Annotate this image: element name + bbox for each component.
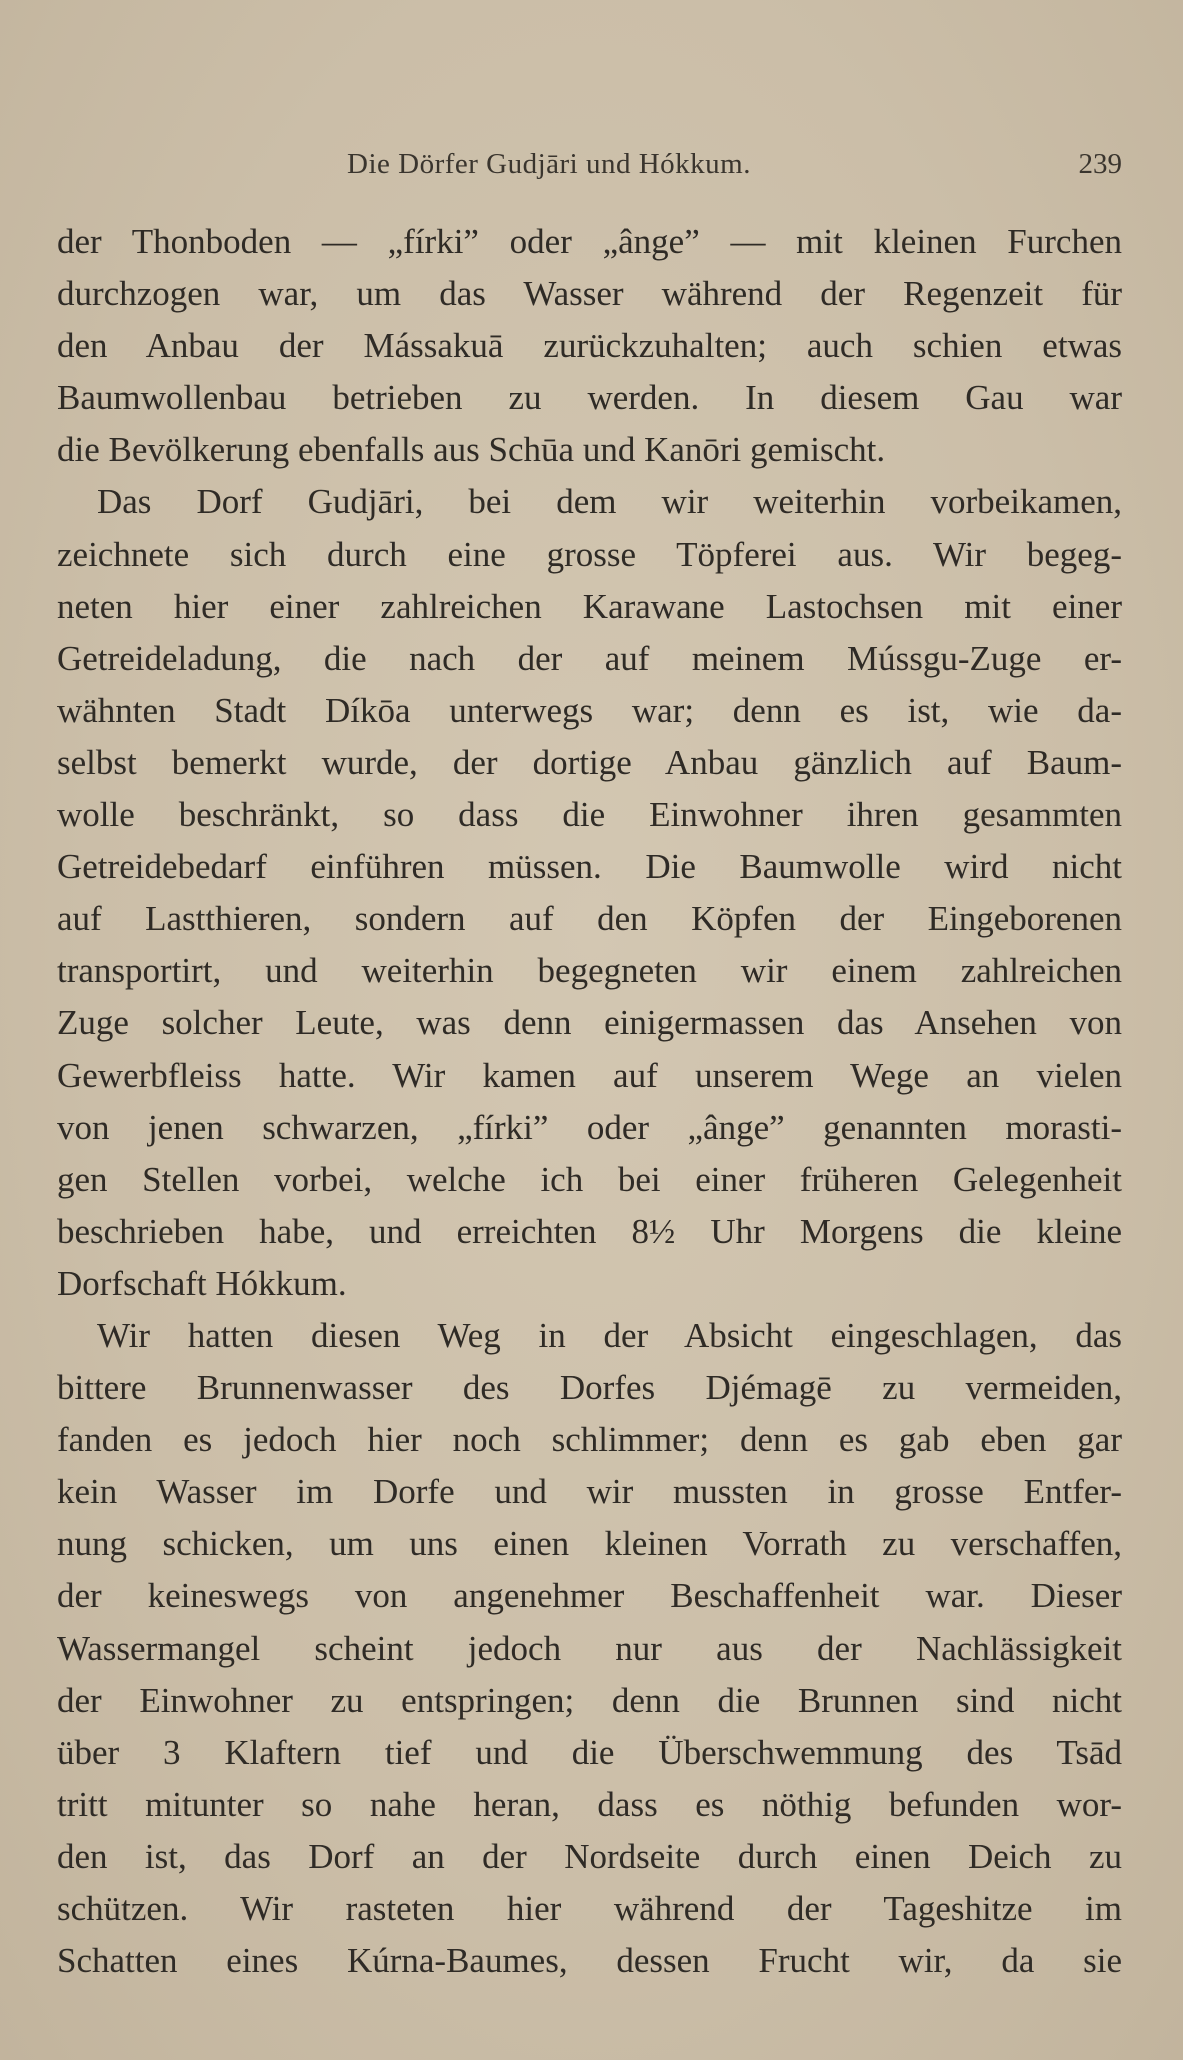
text-line: den ist, das Dorf an der Nordseite durch einen Deich zu xyxy=(57,1836,1122,1876)
text-line: zeichnete sich durch eine grosse Töpferei aus. Wir begeg- xyxy=(57,534,1122,574)
text-line: von jenen schwarzen, „fírki” oder „ânge” genannten morasti- xyxy=(57,1107,1122,1147)
text-line: Zuge solcher Leute, was denn einigermassen das Ansehen von xyxy=(57,1003,1122,1043)
text-line: Schatten eines Kúrna-Baumes, dessen Frucht wir, da sie xyxy=(57,1941,1122,1981)
text-line: Wir hatten diesen Weg in der Absicht eingeschlagen, das xyxy=(97,1315,1122,1355)
text-line: selbst bemerkt wurde, der dortige Anbau gänzlich auf Baum- xyxy=(57,742,1122,782)
body-text xyxy=(57,216,1122,1987)
text-line: nung schicken, um uns einen kleinen Vorrath zu verschaffen, xyxy=(57,1524,1122,1564)
text-line: der Einwohner zu entspringen; denn die Brunnen sind nicht xyxy=(57,1680,1122,1720)
page-number: 239 xyxy=(1078,148,1122,180)
page-header xyxy=(57,148,1122,188)
text-line: wolle beschränkt, so dass die Einwohner ihren gesammten xyxy=(57,795,1122,835)
text-line: der keineswegs von angenehmer Beschaffenheit war. Dieser xyxy=(57,1576,1122,1616)
text-line: tritt mitunter so nahe heran, dass es nöthig befunden wor- xyxy=(57,1784,1122,1824)
text-line: über 3 Klaftern tief und die Überschwemmung des Tsād xyxy=(57,1732,1122,1772)
text-line: durchzogen war, um das Wasser während der Regenzeit für xyxy=(57,274,1122,314)
text-line: gen Stellen vorbei, welche ich bei einer früheren Gelegenheit xyxy=(57,1159,1122,1199)
text-line: schützen. Wir rasteten hier während der Tageshitze im xyxy=(57,1889,1122,1928)
text-line: wähnten Stadt Díkōa unterwegs war; denn es ist, wie da- xyxy=(57,690,1122,730)
text-line: Wassermangel scheint jedoch nur aus der Nachlässigkeit xyxy=(57,1628,1122,1668)
text-line: den Anbau der Mássakuā zurückzuhalten; auch schien etwas xyxy=(57,326,1122,366)
text-line: die Bevölkerung ebenfalls aus Schūa und Kanōri gemischt. xyxy=(57,430,886,470)
text-line: Das Dorf Gudjāri, bei dem wir weiterhin vorbeikamen, xyxy=(97,482,1122,522)
text-line: bittere Brunnenwasser des Dorfes Djémagē zu vermeiden, xyxy=(57,1368,1122,1408)
text-line: der Thonboden — „fírki” oder „ânge” — mit kleinen Furchen xyxy=(57,222,1122,261)
text-line: Baumwollenbau betrieben zu werden. In diesem Gau war xyxy=(57,378,1122,418)
text-line: kein Wasser im Dorfe und wir mussten in grosse Entfer- xyxy=(57,1472,1122,1512)
text-line: Getreideladung, die nach der auf meinem Mússgu-Zuge er- xyxy=(57,638,1122,678)
text-line: Dorfschaft Hókkum. xyxy=(57,1263,347,1303)
text-line: neten hier einer zahlreichen Karawane Lastochsen mit einer xyxy=(57,586,1122,626)
text-line: transportirt, und weiterhin begegneten wir einem zahlreichen xyxy=(57,951,1122,991)
text-line: Getreidebedarf einführen müssen. Die Baumwolle wird nicht xyxy=(57,847,1122,887)
text-line: auf Lastthieren, sondern auf den Köpfen der Eingeborenen xyxy=(57,899,1122,939)
running-title: Die Dörfer Gudjāri und Hókkum. xyxy=(347,148,751,180)
text-line: fanden es jedoch hier noch schlimmer; denn es gab eben gar xyxy=(57,1420,1122,1460)
text-line: Gewerbfleiss hatte. Wir kamen auf unserem Wege an vielen xyxy=(57,1055,1122,1095)
text-line: beschrieben habe, und erreichten 8½ Uhr Morgens die kleine xyxy=(57,1211,1122,1251)
